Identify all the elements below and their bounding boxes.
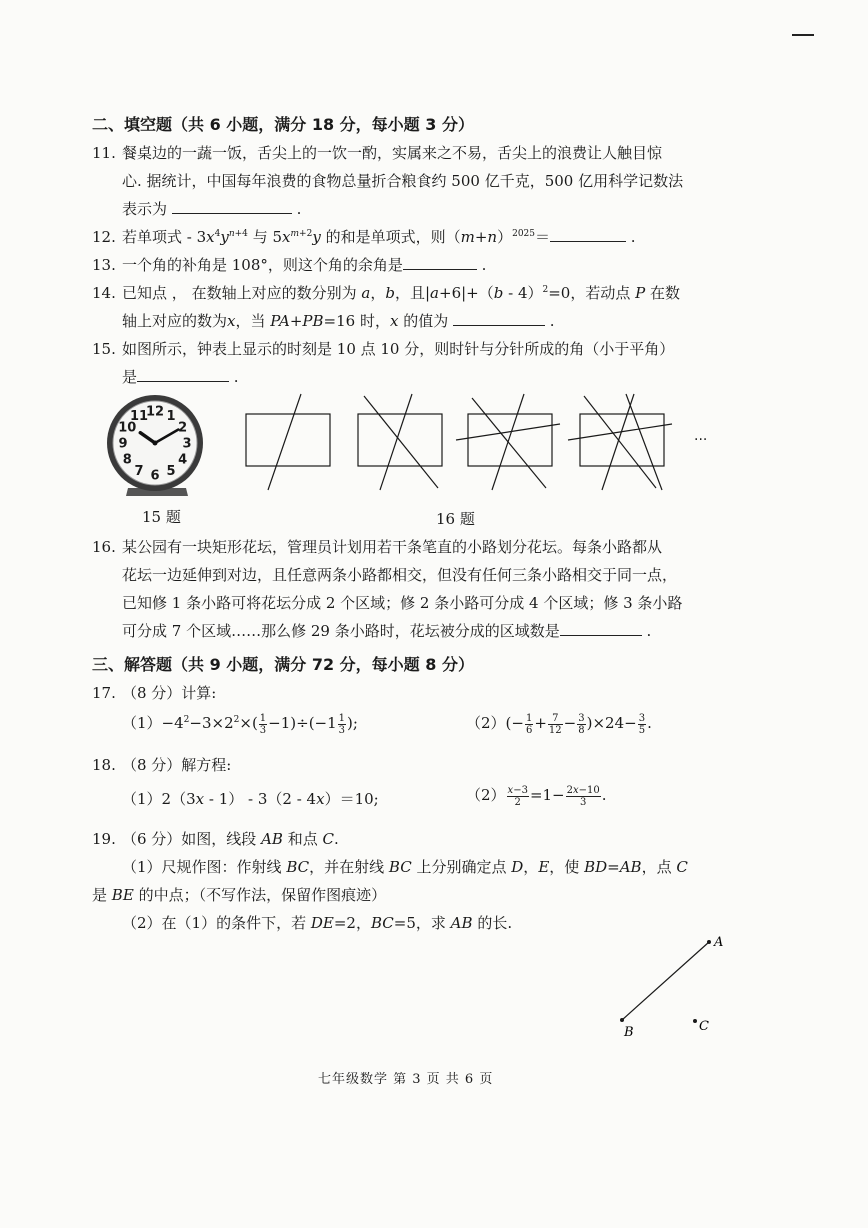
q14-answer-blank[interactable]	[453, 311, 545, 326]
q13: 13. 一个角的补角是 108°，则这个角的余角是 .	[92, 256, 487, 274]
clock-number-12: 12	[145, 404, 165, 420]
q16-line2: 花坛一边延伸到对边，且任意两条小路都相交，但没有任何三条小路相交于同一点，	[122, 566, 678, 584]
q11-answer-blank[interactable]	[172, 199, 292, 214]
clock-number-4: 4	[178, 452, 188, 468]
q15-answer-blank[interactable]	[137, 367, 229, 382]
caption-15: 15 题	[142, 508, 181, 526]
q19-line4: （2）在（1）的条件下，若 DE=2，BC=5，求 AB 的长.	[122, 914, 513, 932]
q14-line2: 轴上对应的数为x，当 PA+PB=16 时，x 的值为 .	[122, 312, 555, 330]
q16-line3: 已知修 1 条小路可将花坛分成 2 个区域；修 2 条小路可分成 4 个区域；修 3 条小路	[122, 594, 683, 612]
clock-number-3: 3	[182, 436, 192, 452]
q17-part1: $(1)-4^2-3\times 2^2\times$( $\frac{1}{3}$ −1)÷(−1 $\frac{1}{3}$ );	[122, 712, 358, 736]
clock-number-11: 11	[129, 408, 149, 424]
q18-part2: （2） $\frac{x-3}{2}$ =1− $\frac{2x-10}{3}$ .	[466, 784, 607, 808]
page-footer: 七年级数学 第 3 页 共 6 页	[318, 1072, 494, 1087]
clock-number-6: 6	[150, 468, 160, 484]
section3-header: 三、解答题（共 9 小题，满分 72 分，每小题 8 分）	[92, 655, 474, 674]
q15-line1: 15. 如图所示，钟表上显示的时刻是 10 点 10 分，则时针与分针所成的角（小于平角）	[92, 340, 675, 358]
q16-answer-blank[interactable]	[560, 621, 642, 636]
clock-number-1: 1	[166, 408, 176, 424]
clock-number-9: 9	[118, 436, 128, 452]
figure-ellipsis: ···	[694, 432, 708, 448]
q16-line4: 可分成 7 个区域……那么修 29 条小路时，花坛被分成的区域数是 .	[122, 622, 652, 640]
q12-answer-blank[interactable]	[550, 227, 626, 242]
q15-line2: 是 .	[122, 368, 239, 386]
q19-figure	[612, 932, 732, 1042]
section2-header: 二、填空题（共 6 小题，满分 18 分，每小题 3 分）	[92, 115, 474, 134]
rect-fig-3	[456, 394, 560, 490]
rect-fig-2	[358, 394, 442, 490]
clock-figure	[107, 395, 203, 496]
corner-mark	[792, 34, 814, 36]
point-A	[707, 940, 711, 944]
q14-line1: 14. 已知点 ， 在数轴上对应的数分别为 a，b，且|a+6|+（b - 4）$^2$=0，若动点 P 在数	[92, 284, 681, 302]
q19-line3: 是 BE 的中点；（不写作法，保留作图痕迹）	[92, 886, 387, 904]
figures	[100, 392, 720, 504]
clock-number-7: 7	[134, 464, 144, 480]
q11-line1: 11. 餐桌边的一蔬一饭，舌尖上的一饮一酌，实属来之不易，舌尖上的浪费让人触目惊	[92, 144, 663, 162]
q11-line2: 心. 据统计，中国每年浪费的食物总量折合粮食约 500 亿千克，500 亿用科学记数法	[122, 172, 684, 190]
caption-16: 16 题	[436, 510, 475, 528]
q17-part2: （2）(− $\frac{1}{6}$ + $\frac{7}{12}$ − $\frac{3}{8}$ )×24− $\frac{3}{5}$ .	[466, 712, 652, 736]
clock-number-5: 5	[166, 464, 176, 480]
label-C: C	[699, 1019, 709, 1034]
rect-fig-4	[568, 394, 672, 490]
q19-line2: （1）尺规作图：作射线 BC，并在射线 BC 上分别确定点 D，E，使 BD=AB，点 C	[122, 858, 688, 876]
clock-number-10: 10	[118, 420, 137, 436]
segment-AB	[622, 942, 709, 1020]
q18-part1: （1）2（3x - 1） - 3（2 - 4x）＝10;	[122, 790, 379, 808]
rect-fig-1	[246, 394, 330, 490]
q18-intro: 18. （8 分）解方程:	[92, 756, 232, 774]
point-C	[693, 1019, 697, 1023]
q13-answer-blank[interactable]	[403, 255, 477, 270]
clock-number-8: 8	[122, 452, 132, 468]
q19-intro: 19. （6 分）如图，线段 AB 和点 C.	[92, 830, 339, 848]
point-B	[620, 1018, 624, 1022]
label-B: B	[624, 1025, 634, 1040]
label-A: A	[714, 935, 724, 950]
q11-line3: 表示为 .	[122, 200, 302, 218]
q12: 12. 若单项式 - $3x^4y^{n+4}$ 与 $5x^{m+2}y$ 的和是单项式，则$(m+n)^{2025}=$ .	[92, 228, 636, 246]
q17-intro: 17. （8 分）计算:	[92, 684, 217, 702]
clock-center	[153, 441, 158, 446]
clock-number-2: 2	[178, 420, 188, 436]
q16-line1: 16. 某公园有一块矩形花坛，管理员计划用若干条笔直的小路划分花坛。每条小路都从	[92, 538, 663, 556]
